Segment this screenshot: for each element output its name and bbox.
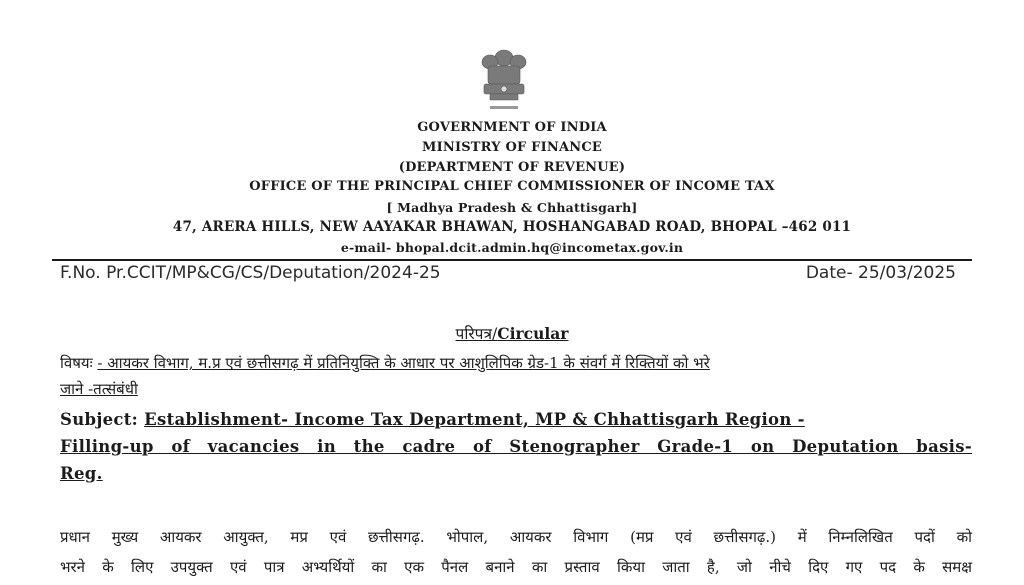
subject-hindi-text2: जाने -तत्संबंधी xyxy=(60,380,138,398)
subject-english-text3: Reg. xyxy=(60,464,103,483)
header-divider xyxy=(52,259,972,261)
subject-hindi-line1 xyxy=(60,351,972,375)
subject-hindi-prefix: विषयः xyxy=(60,354,98,372)
header-office: OFFICE OF THE PRINCIPAL CHIEF COMMISSIONER OF INCOME TAX xyxy=(249,179,775,194)
subject-english-line3 xyxy=(60,461,972,487)
file-number: F.No. Pr.CCIT/MP&CG/CS/Deputation/2024-25 xyxy=(60,263,441,283)
header-email: e-mail- bhopal.dcit.admin.hq@incometax.gov.in xyxy=(340,240,684,255)
circular-title-separator: / xyxy=(492,325,498,343)
circular-title xyxy=(0,322,1024,344)
header-address: 47, ARERA HILLS, NEW AAYAKAR BHAWAN, HOSHANGABAD ROAD, BHOPAL –462 011 xyxy=(172,219,852,235)
header-ministry: MINISTRY OF FINANCE xyxy=(421,140,602,155)
header-department: (DEPARTMENT OF REVENUE) xyxy=(398,160,626,175)
subject-english-text2: Filling-up of vacancies in the cadre of Stenographer Grade-1 on Deputation basis- xyxy=(60,437,972,456)
subject-english-line2 xyxy=(60,434,972,460)
subject-hindi-line2 xyxy=(60,377,972,401)
document-date: Date- 25/03/2025 xyxy=(805,263,956,283)
header-region: [ Madhya Pradesh & Chhattisgarh] xyxy=(386,200,638,215)
subject-hindi-text1: - आयकर विभाग, म.प्र एवं छत्तीसगढ़ में प्रतिनियुक्ति के आधार पर आशुलिपिक ग्रेड-1 के संवर्ग में रिक्तियों को भरे xyxy=(97,354,710,372)
subject-english-prefix: Subject: xyxy=(60,410,145,429)
circular-title-hindi: परिपत्र xyxy=(455,325,493,343)
circular-title-english: Circular xyxy=(497,324,569,343)
subject-english-line1 xyxy=(60,407,972,433)
body-paragraph-line1: प्रधान मुख्य आयकर आयुक्त, मप्र एवं छत्तीसगढ़. भोपाल, आयकर विभाग (मप्र एवं छत्तीसगढ़.) में निम्नलिखित पदों को xyxy=(60,528,972,546)
subject-english-text1: Establishment- Income Tax Department, MP & Chhattisgarh Region - xyxy=(144,410,805,429)
body-paragraph-line2: भरने के लिए उपयुक्त एवं पात्र अभ्यर्थियों का एक पैनल बनाने का प्रस्ताव किया जाता है, जो नीचे दिए गए पद के समक्ष xyxy=(60,558,972,576)
state-emblem-icon xyxy=(468,42,540,116)
header-government: GOVERNMENT OF INDIA xyxy=(417,120,607,135)
